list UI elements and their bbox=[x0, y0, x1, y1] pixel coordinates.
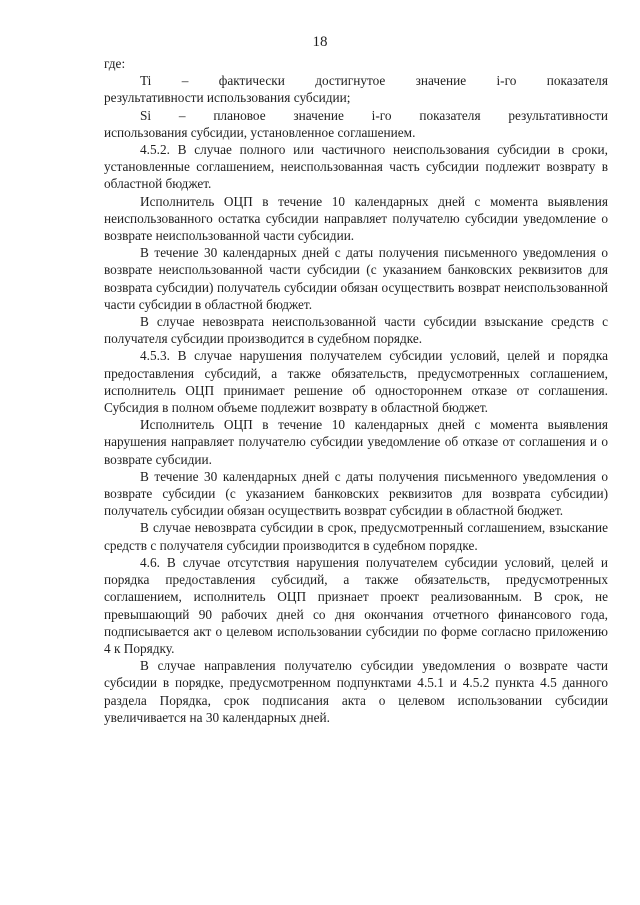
si-definition-line-2: использования субсидии, установленное соглашением. bbox=[104, 124, 416, 140]
word: показателя bbox=[546, 73, 608, 89]
paragraph-notice-violation: Исполнитель ОЦП в течение 10 календарных дней с момента выявления нарушения направляет получателю субсидии уведомление об отказе от соглашения и о возврате субсидии. bbox=[104, 417, 608, 467]
page-number: 18 bbox=[312, 34, 328, 50]
paragraph-4-6: 4.6. В случае отсутствия нарушения получателем субсидии условий, целей и порядка предоставления субсидий, а также обязательств, предусмотренных соглашением, исполнитель ОЦП признает проект реализованным. В срок, не превышающий 90 рабочих дней со дня окончания отчетного финансового года, подписывается акт о целевом использовании субсидии по форме согласно приложению 4 к Порядку. bbox=[104, 554, 608, 656]
word: значение bbox=[415, 73, 467, 89]
word: i-го bbox=[371, 107, 392, 123]
word: результативности bbox=[508, 107, 608, 123]
paragraph-return-subsidy: В течение 30 календарных дней с даты получения письменного уведомления о возврате субсидии (с указанием банковских реквизитов для возврата субсидии) получатель субсидии обязан осуществить возврат субсидии в областной бюджет. bbox=[104, 468, 608, 519]
dash: – bbox=[181, 73, 189, 89]
ti-definition-line-1 bbox=[104, 72, 608, 89]
paragraph-court-unused: В случае невозврата неиспользованной части субсидии взыскание средств с получателя субсидии производится в судебном порядке. bbox=[104, 314, 608, 347]
paragraph-court-subsidy: В случае невозврата субсидии в срок, предусмотренный соглашением, взыскание средств с получателя субсидии производится в судебном порядке. bbox=[104, 520, 608, 553]
paragraph-notice-unused: Исполнитель ОЦП в течение 10 календарных дней с момента выявления неиспользованного остатка субсидии направляет получателю субсидии уведомление о возврате неиспользованной части субсидии. bbox=[104, 193, 608, 244]
dash: – bbox=[178, 107, 186, 123]
ti-definition-line-2: результативности использования субсидии; bbox=[104, 90, 351, 106]
si-symbol: Si bbox=[140, 107, 152, 123]
word: значение bbox=[293, 107, 344, 123]
word: плановое bbox=[213, 107, 266, 123]
paragraph-4-5-3: 4.5.3. В случае нарушения получателем субсидии условий, целей и порядка предоставления субсидий, а также обязательств, предусмотренных соглашением, исполнитель ОЦП принимает решение об одностороннем отказе от соглашения. Субсидия в полном объеме подлежит возврату в областной бюджет. bbox=[104, 348, 608, 416]
paragraph-act-extension: В случае направления получателю субсидии уведомления о возврате части субсидии в порядке, предусмотренном подпунктами 4.5.1 и 4.5.2 пункта 4.5 данного раздела Порядка, срок подписания акта о целевом использовании субсидии увеличивается на 30 календарных дней. bbox=[104, 658, 608, 725]
paragraph-return-unused: В течение 30 календарных дней с даты получения письменного уведомления о возврате неиспользованной части субсидии (с указанием банковских реквизитов для возврата субсидии) получатель субсидии обязан осуществить возврат неиспользованной части субсидии в областной бюджет. bbox=[104, 245, 608, 312]
word: показателя bbox=[419, 107, 481, 123]
word: i-го bbox=[496, 73, 517, 89]
document-body bbox=[104, 55, 608, 726]
word: достигнутое bbox=[315, 73, 386, 89]
ti-symbol: Ti bbox=[140, 73, 152, 89]
where-label: где: bbox=[104, 56, 126, 71]
paragraph-4-5-2: 4.5.2. В случае полного или частичного неиспользования субсидии в сроки, установленные соглашением, неиспользованная часть субсидии подлежит возврату в областной бюджет. bbox=[104, 142, 608, 192]
si-definition-line-1 bbox=[104, 107, 608, 124]
word: фактически bbox=[218, 73, 285, 89]
